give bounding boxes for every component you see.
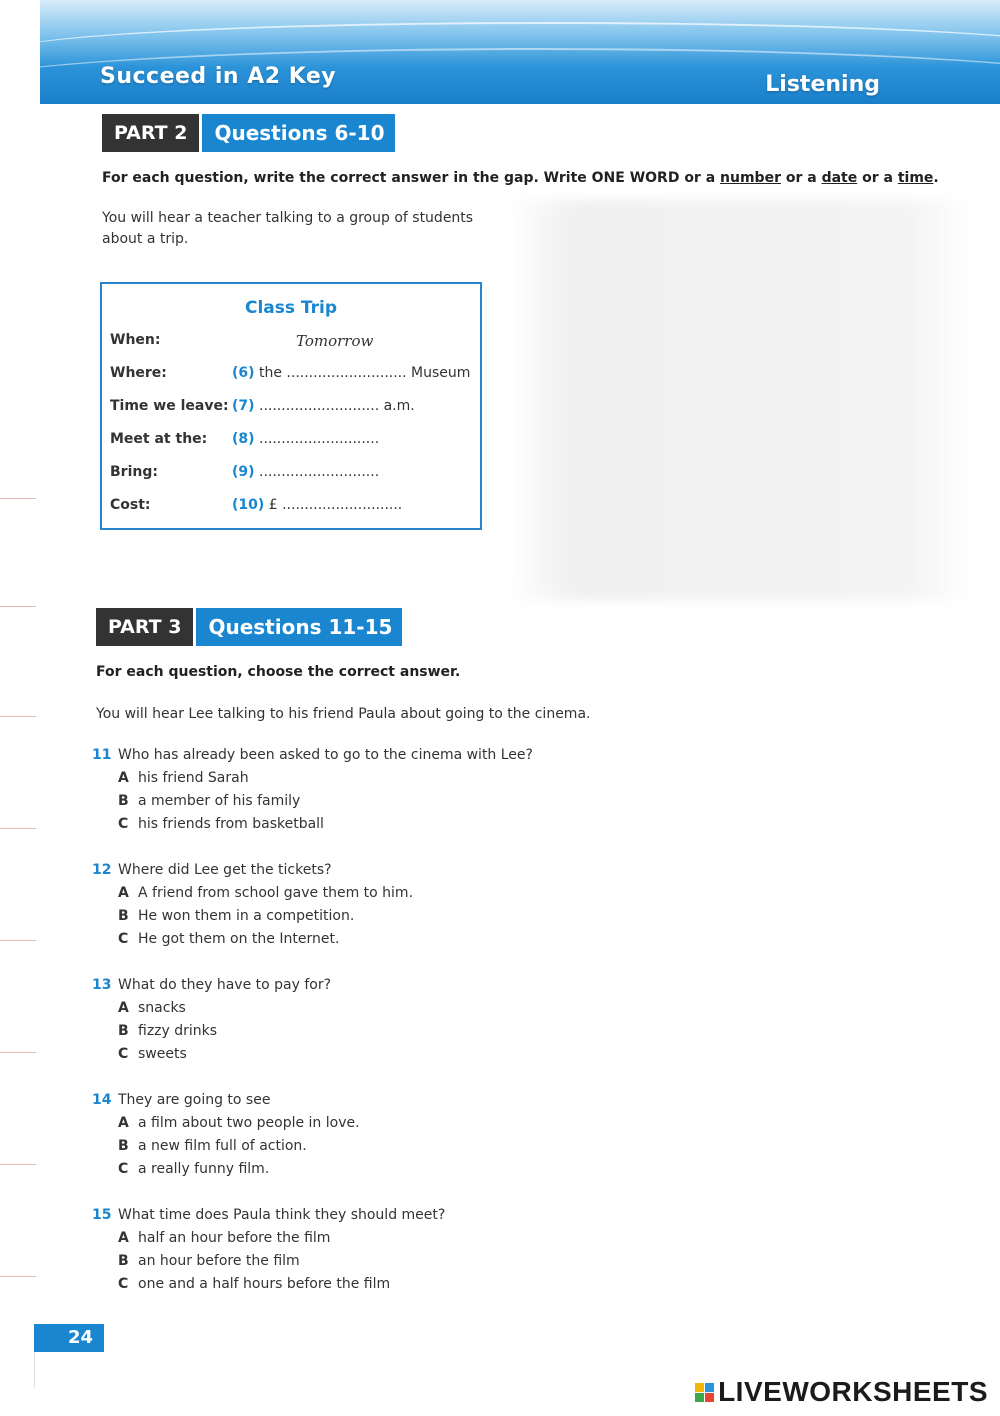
question-number: 11 [92,747,112,763]
part3-heading [96,608,402,646]
instruction-number: number [720,170,781,186]
question-11 [92,746,533,833]
margin-line [0,716,36,717]
page-number: 24 [34,1324,104,1352]
gap-field-10[interactable]: £ ........................... [268,497,403,513]
option-text: a film about two people in love. [138,1115,360,1131]
instruction-text: For each question, write the correct answer in the gap. Write ONE WORD or a [102,170,716,186]
option-b[interactable] [118,907,413,925]
option-c[interactable] [118,1045,331,1063]
margin-line [0,1276,36,1277]
row-label: Cost: [110,497,151,513]
gap-number: (6) [232,365,255,381]
option-letter: A [118,770,129,786]
option-text: snacks [138,1000,186,1016]
question-13 [92,976,331,1063]
class-trip-title: Class Trip [244,298,338,318]
intro-line: about a trip. [102,231,189,247]
question-number: 13 [92,977,112,993]
option-letter: A [118,1230,129,1246]
option-text: sweets [138,1046,187,1062]
row-value: Tomorrow [296,332,374,350]
margin-line [0,828,36,829]
gap-number: (7) [232,398,255,414]
option-text: He won them in a competition. [138,908,355,924]
margin-line [0,606,36,607]
option-letter: C [118,816,129,832]
option-text: A friend from school gave them to him. [138,885,414,901]
option-a[interactable] [118,1229,445,1247]
margin-line [0,498,36,499]
margin-line [0,940,36,941]
option-text: one and a half hours before the film [138,1276,391,1292]
option-letter: C [118,931,129,947]
option-a[interactable] [118,1114,360,1132]
gap-number: (8) [232,431,255,447]
option-text: half an hour before the film [138,1230,331,1246]
row-label: When: [110,332,161,348]
option-letter: C [118,1046,129,1062]
option-b[interactable] [118,1022,331,1040]
option-text: his friend Sarah [138,770,249,786]
question-stem: Where did Lee get the tickets? [118,862,332,878]
row-label: Where: [110,365,167,381]
question-stem: They are going to see [118,1092,271,1108]
option-a[interactable] [118,884,413,902]
gap-number: (9) [232,464,255,480]
part2-questions-label: Questions 6-10 [199,114,394,152]
option-letter: B [118,1253,129,1269]
page-rule [34,1352,35,1388]
gap-field-9[interactable]: ........................... [259,464,380,480]
option-letter: A [118,1115,129,1131]
gap-field-8[interactable]: ........................... [259,431,380,447]
option-c[interactable] [118,1160,360,1178]
part2-heading [102,114,395,152]
liveworksheets-logo [695,1376,988,1408]
option-a[interactable] [118,999,331,1017]
option-letter: C [118,1276,129,1292]
book-title: Succeed in A2 Key [100,64,337,89]
instruction-text: or a [862,170,893,186]
option-text: an hour before the film [138,1253,300,1269]
question-14 [92,1091,360,1178]
question-number: 15 [92,1207,112,1223]
option-text: a new film full of action. [138,1138,307,1154]
part2-intro [102,208,473,250]
option-letter: C [118,1161,129,1177]
row-label: Time we leave: [110,398,229,414]
option-b[interactable] [118,1252,445,1270]
instruction-date: date [821,170,858,186]
class-trip-box [100,282,482,530]
brand-text: LIVEWORKSHEETS [718,1376,988,1407]
part3-label: PART 3 [96,608,193,646]
row-label: Bring: [110,464,158,480]
liveworksheets-icon [695,1383,714,1402]
part2-label: PART 2 [102,114,199,152]
option-text: fizzy drinks [138,1023,218,1039]
option-c[interactable] [118,930,413,948]
part3-instruction: For each question, choose the correct answer. [96,664,461,680]
margin-line [0,1164,36,1165]
gap-field-7[interactable]: ........................... a.m. [259,398,415,414]
part2-instruction [102,170,939,186]
option-text: a member of his family [138,793,301,809]
option-a[interactable] [118,769,533,787]
question-number: 12 [92,862,112,878]
option-text: He got them on the Internet. [138,931,340,947]
question-15 [92,1206,445,1293]
gap-number: (10) [232,497,265,513]
option-letter: A [118,885,129,901]
option-text: a really funny film. [138,1161,270,1177]
row-label: Meet at the: [110,431,208,447]
part3-questions-label: Questions 11-15 [193,608,402,646]
erased-area [505,200,975,600]
question-stem: What do they have to pay for? [118,977,332,993]
intro-line: You will hear a teacher talking to a group of students [102,210,474,226]
instruction-text: . [933,170,939,186]
part3-intro: You will hear Lee talking to his friend Paula about going to the cinema. [96,706,591,722]
option-letter: B [118,908,129,924]
section-title: Listening [765,72,880,97]
question-12 [92,861,413,948]
header-banner [40,0,1000,104]
question-number: 14 [92,1092,112,1108]
option-c[interactable] [118,1275,445,1293]
option-letter: B [118,793,129,809]
margin-line [0,1052,36,1053]
option-letter: B [118,1138,129,1154]
question-stem: Who has already been asked to go to the cinema with Lee? [118,747,533,763]
option-c[interactable] [118,815,533,833]
option-text: his friends from basketball [138,816,324,832]
option-b[interactable] [118,792,533,810]
instruction-text: or a [785,170,817,186]
option-letter: A [118,1000,129,1016]
instruction-time: time [897,170,934,186]
gap-field-6[interactable]: the ........................... Museum [259,365,471,381]
question-stem: What time does Paula think they should meet? [118,1207,446,1223]
option-b[interactable] [118,1137,360,1155]
option-letter: B [118,1023,129,1039]
